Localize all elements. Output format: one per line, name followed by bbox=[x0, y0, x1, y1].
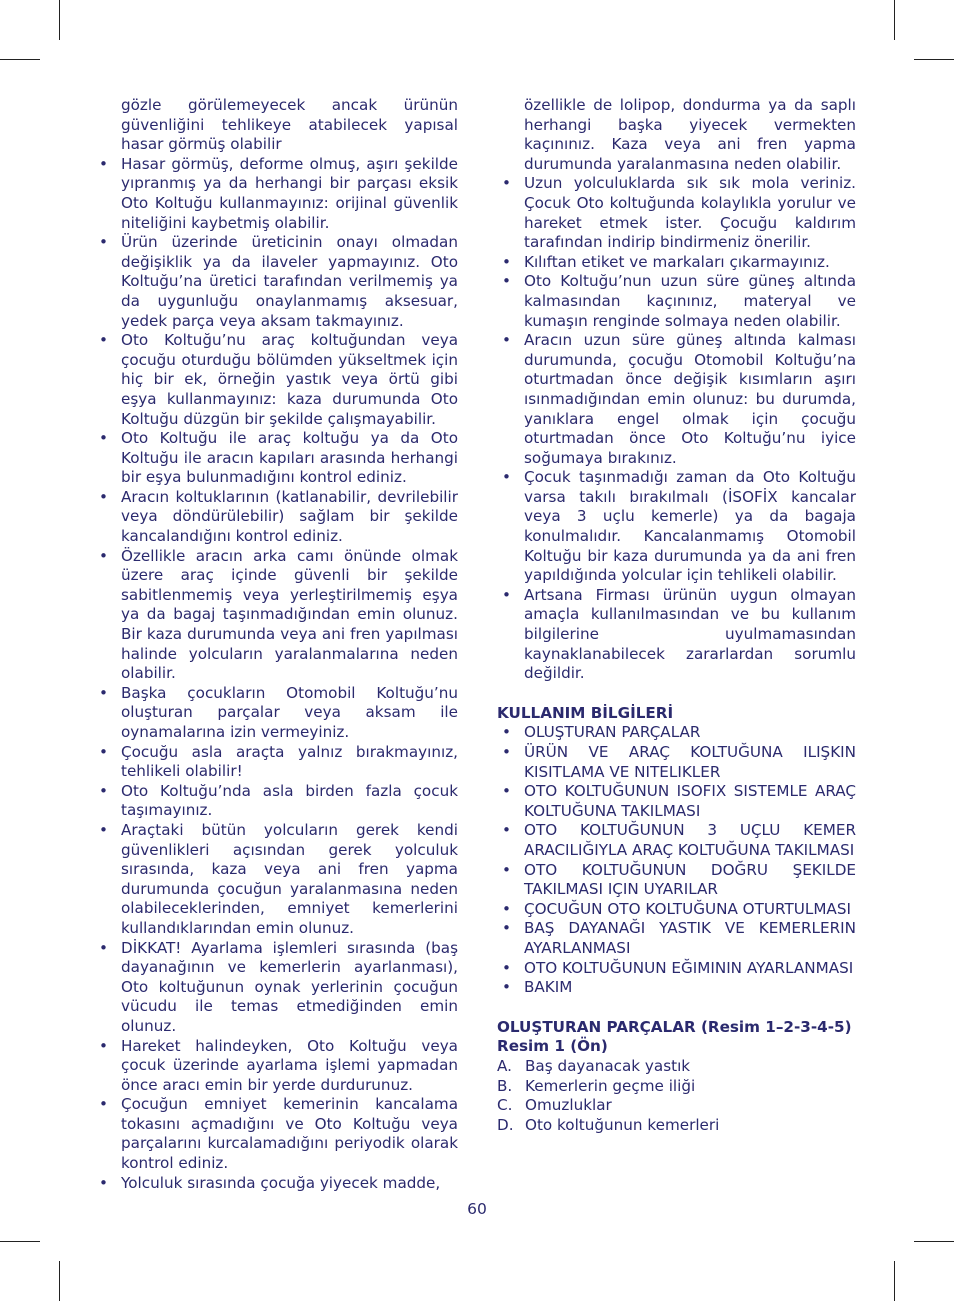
section-heading: KULLANIM BİLGİLERİ bbox=[497, 703, 674, 722]
parts-list bbox=[497, 1057, 856, 1135]
usage-item: • OTO KOLTUĞUNUN DOĞRU ŞEKILDE TAKILMASI IÇIN UYARILAR bbox=[497, 861, 856, 900]
left-column bbox=[94, 96, 458, 1193]
part-marker: B. bbox=[497, 1076, 513, 1095]
warning-item: • Çocuğu asla araçta yalnız bırakmayınız, tehlikeli olabilir! bbox=[94, 743, 458, 782]
part-marker: D. bbox=[497, 1115, 514, 1134]
usage-item: • BAKIM bbox=[497, 978, 856, 998]
part-item bbox=[497, 1077, 856, 1097]
part-marker: A. bbox=[497, 1056, 512, 1075]
usage-item: • OLUŞTURAN PARÇALAR bbox=[497, 723, 856, 743]
part-label: Kemerlerin geçme iliği bbox=[525, 1076, 696, 1095]
part-marker: C. bbox=[497, 1096, 513, 1115]
part-label: Oto koltuğunun kemerleri bbox=[525, 1115, 720, 1134]
warning-item: • Özellikle aracın arka camı önünde olmak üzere araç içinde güvenli bir şekilde sabitlenmemiş veya yerleştirilmemiş eşya ya da bagaj taşınmadığından emin olunuz. Bir kaza durumunda veya ani fren yapılması halinde yolcuların yaralanmalarına neden olabilir. bbox=[94, 547, 458, 684]
warning-list bbox=[497, 174, 856, 683]
warning-item: • Çocuk taşınmadığı zaman da Oto Koltuğu varsa takılı bırakılmalı (İSOFİX kancalar veya 3 uçlu kemerle) ya da bagaja konulmalıdır. Kancalanmamış Otomobil Koltuğu bir kaza durumunda ya da ani fren yapıldığında yolcular için tehlikeli olabilir. bbox=[497, 468, 856, 586]
continued-text: özellikle de lolipop, dondurma ya da saplı herhangi başka yiyecek vermekten kaçınınız. Kaza veya ani fren yapma durumunda yaralanmasına neden olabilir. bbox=[524, 96, 856, 173]
warning-item: • Başka çocukların Otomobil Koltuğu’nu oluşturan parçalar veya aksam ile oynamalarına izin vermeyiniz. bbox=[94, 684, 458, 743]
warning-item: • Artsana Firması ürünün uygun olmayan amaçla kullanılmasından ve bu kullanım bilgilerine uyulmamasından kaynaklanabilecek zararlardan sorumlu değildir. bbox=[497, 586, 856, 684]
usage-item: • OTO KOLTUĞUNUN EĞIMININ AYARLANMASI bbox=[497, 959, 856, 979]
usage-contents-list bbox=[497, 723, 856, 997]
warning-item: • Oto Koltuğu ile araç koltuğu ya da Oto Koltuğu ile aracın kapıları arasında herhangi bir eşya bulunmadığını kontrol ediniz. bbox=[94, 429, 458, 488]
part-item bbox=[497, 1116, 856, 1136]
crop-mark bbox=[59, 0, 60, 40]
warning-item: • Araçtaki bütün yolcuların gerek kendi güvenlikleri açısından gerek yolculuk sırasında, kaza veya ani fren yapma durumunda çocuğun yaralanmasına neden olabileceklerinden, emniyet kemerlerini kullandıklarından emin olunuz. bbox=[94, 821, 458, 939]
warning-item: • Hasar görmüş, deforme olmuş, aşırı şekilde yıpranmış ya da herhangi bir parçası eksik Oto Koltuğu kullanmayınız: orijinal güvenlik niteliğini kaybetmiş olabilir. bbox=[94, 155, 458, 233]
crop-mark bbox=[894, 0, 895, 40]
warning-item: • Oto Koltuğu’nun uzun süre güneş altında kalmasından kaçınınız, materyal ve kumaşın renginde solmaya neden olabilir. bbox=[497, 272, 856, 331]
warning-item: • Hareket halindeyken, Oto Koltuğu veya çocuk üzerinde ayarlama işlemi yapmadan önce aracı emin bir yerde durdurunuz. bbox=[94, 1037, 458, 1096]
crop-mark bbox=[59, 1261, 60, 1301]
usage-item: • OTO KOLTUĞUNUN ISOFIX SISTEMLE ARAÇ KOLTUĞUNA TAKILMASI bbox=[497, 782, 856, 821]
warning-item: • Ürün üzerinde üreticinin onayı olmadan değişiklik ya da ilaveler yapmayınız. Oto Koltuğu’na üretici tarafından verilmemiş ya da uygunluğu onaylanmamış aksesuar, yedek parça veya aksam takmayınız. bbox=[94, 233, 458, 331]
part-label: Baş dayanacak yastık bbox=[525, 1056, 691, 1075]
usage-item: • BAŞ DAYANAĞI YASTIK VE KEMERLERIN AYARLANMASI bbox=[497, 919, 856, 958]
warning-item: • Aracın uzun süre güneş altında kalması durumunda, çocuğu Otomobil Koltuğu’na oturtmadan önce değişik kısımların aşırı ısınmadığından emin olunuz: bu durumda, yanıklara engel olmak için çocuğu oturtmadan önce Oto Koltuğu’nu iyice soğumaya bırakınız. bbox=[497, 331, 856, 468]
part-item bbox=[497, 1057, 856, 1077]
section-subheading: Resim 1 (Ön) bbox=[497, 1037, 608, 1056]
warning-item: • Yolculuk sırasında çocuğa yiyecek madde, bbox=[94, 1174, 458, 1194]
warning-item: • Oto Koltuğu’nda asla birden fazla çocuk taşımayınız. bbox=[94, 782, 458, 821]
warning-item: • DİKKAT! Ayarlama işlemleri sırasında (baş dayanağının ve kemerlerin ayarlanması), Oto koltuğunun oynak yerlerinin çocuğun vücudu ile temas etmediğinden emin olunuz. bbox=[94, 939, 458, 1037]
right-column bbox=[497, 96, 856, 1135]
crop-mark bbox=[894, 1261, 895, 1301]
crop-mark bbox=[914, 59, 954, 60]
warning-item: • Oto Koltuğu’nu araç koltuğundan veya çocuğu oturduğu bölümden yükseltmek için hiç bir ek, örneğin yastık veya örtü gibi eşya kullanmayınız: kaza durumunda Oto Koltuğu düzgün bir şekilde çalışmayabilir. bbox=[94, 331, 458, 429]
crop-mark bbox=[0, 59, 40, 60]
crop-mark bbox=[914, 1241, 954, 1242]
warning-list bbox=[94, 155, 458, 1193]
warning-item: • Kılıftan etiket ve markaları çıkarmayınız. bbox=[497, 253, 856, 273]
warning-item: • Uzun yolculuklarda sık sık mola veriniz. Çocuk Oto koltuğunda kolaylıkla yorulur ve hareket etmek ister. Çocuğu kaldırım tarafından indirip bindirmeniz önerilir. bbox=[497, 174, 856, 252]
usage-item: • ÜRÜN VE ARAÇ KOLTUĞUNA ILIŞKIN KISITLAMA VE NITELIKLER bbox=[497, 743, 856, 782]
warning-item: • Çocuğun emniyet kemerinin kancalama tokasını açmadığını ve Oto Koltuğu veya parçalarını kurcalamadığını periyodik olarak kontrol ediniz. bbox=[94, 1095, 458, 1173]
usage-item: • ÇOCUĞUN OTO KOLTUĞUNA OTURTULMASI bbox=[497, 900, 856, 920]
crop-mark bbox=[0, 1241, 40, 1242]
part-item bbox=[497, 1096, 856, 1116]
page-number: 60 bbox=[467, 1200, 487, 1218]
warning-item: • Aracın koltuklarının (katlanabilir, devrilebilir veya döndürülebilir) sağlam bir şekilde kancalandığını kontrol ediniz. bbox=[94, 488, 458, 547]
section-heading: OLUŞTURAN PARÇALAR (Resim 1–2-3-4-5) bbox=[497, 1017, 852, 1036]
continued-text: gözle görülemeyecek ancak ürünün güvenliğini tehlikeye atabilecek yapısal hasar görmüş olabilir bbox=[121, 96, 458, 154]
part-label: Omuzluklar bbox=[525, 1096, 612, 1115]
usage-item: • OTO KOLTUĞUNUN 3 UÇLU KEMER ARACILIĞIYLA ARAÇ KOLTUĞUNA TAKILMASI bbox=[497, 821, 856, 860]
